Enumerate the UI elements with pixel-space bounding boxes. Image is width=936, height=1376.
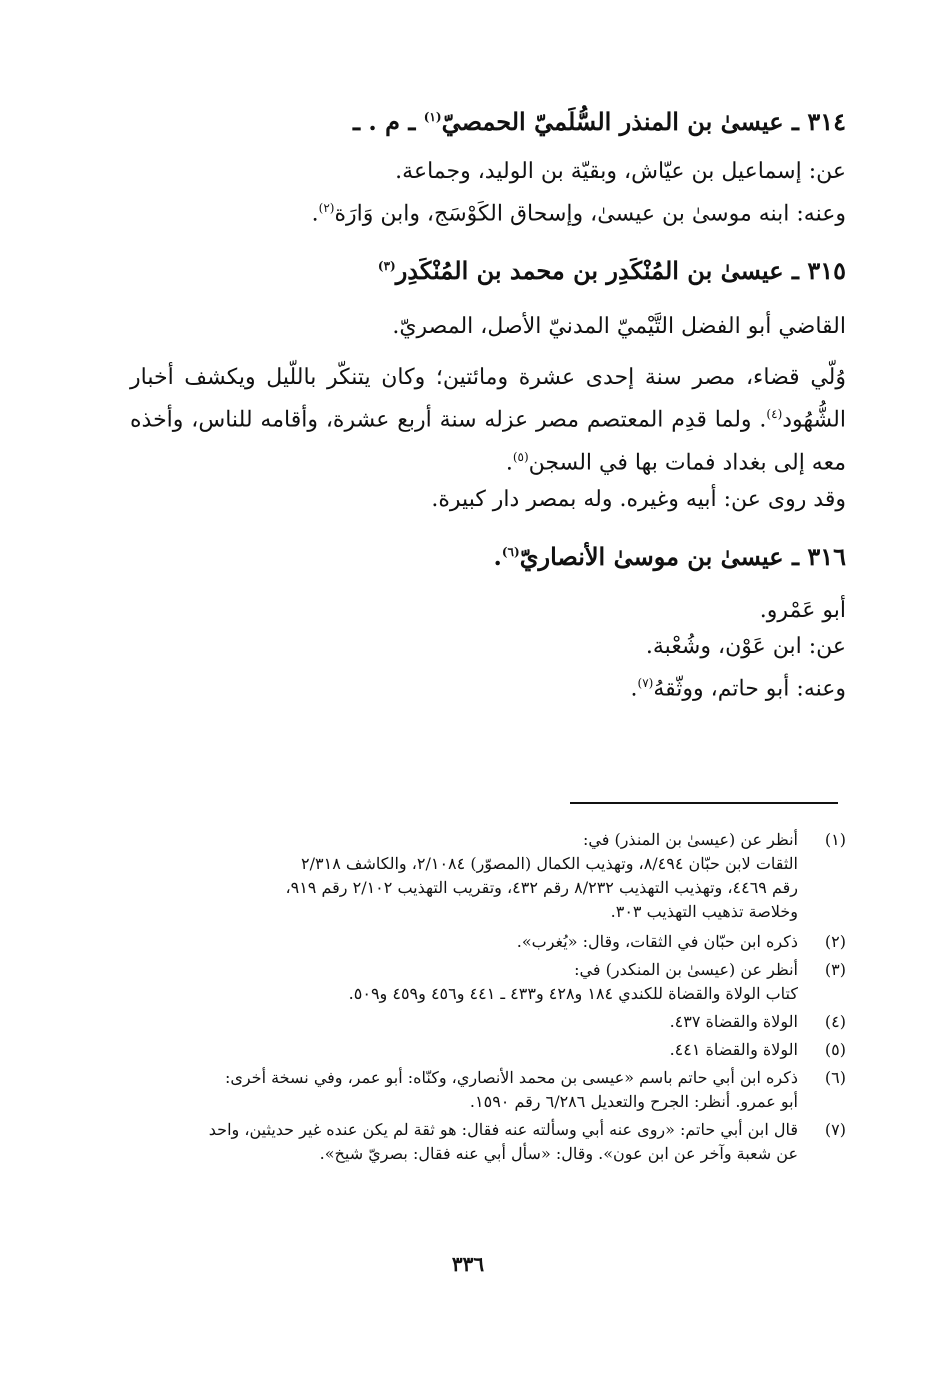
footnote-number: (٦) [824,1068,846,1087]
main-text [130,96,846,704]
footnotes [128,828,846,1166]
footnote: (٢) ذكره ابن حبّان في الثقات، وقال: «يُغرب». [128,930,846,954]
footnote: (١) أنظر عن (عيسىٰ بن المنذر) في: الثقات لابن حبّان ٨/٤٩٤، وتهذيب الكمال (المصوّر) ٢/١٠٨٤، والكاشف ٢/٣١٨ رقم ٤٤٦٩، وتهذيب التهذيب ٨/٢٣٢ رقم ٤٣٢، وتقريب التهذيب ٢/١٠٢ رقم ٩١٩، وخلاصة تذهيب التهذيب ٣٠٣. [128,828,846,924]
entry-316-line: عن: ابن عَوْن، وشُعْبة. [645,633,846,659]
footnote-number: (٤) [824,1012,846,1031]
entry-314-heading: ٣١٤ ـ عيسىٰ بن المنذر السُّلَميّ الحمصيّ$^{(١)}$ ـ م . ـ [353,107,846,136]
footnote-divider [570,802,838,804]
footnote-number: (١) [824,830,846,849]
footnote: (٣) أنظر عن (عيسىٰ بن المنكدر) في: كتاب الولاة والقضاة للكندي ١٨٤ و٤٢٨ و٤٣٣ ـ ٤٤١ و٤٥٦ و٤٥٩ و٥٠٩. [128,958,846,1006]
entry-315-paragraph: وُلّي قضاء، مصر سنة إحدى عشرة ومائتين؛ وكان يتنكّر باللّيل ويكشف أخبار الشُّهُود$^{(٤)}$. ولما قدِم المعتصم مصر عزله سنة أربع عشرة، وأقامه للناس، وأخذه معه إلى بغداد فمات بها في السجن$^{(٥)}$. [130,365,846,475]
entry-315-line: وقد روى عن: أبيه وغيره. وله بمصر دار كبيرة. [431,486,846,512]
footnote-ref[interactable]: (٧) [637,675,654,690]
entry-316-line: أبو عَمْرو. [759,597,846,623]
entry-314-line: وعنه: ابنه موسىٰ بن عيسىٰ، وإسحاق الكَوْسَج، وابن وَارَة$^{(٢)}$. [311,201,846,227]
entry-314-line: عن: إسماعيل بن عيّاش، وبقيّة بن الوليد، وجماعة. [395,159,846,184]
entry-315-heading: ٣١٥ ـ عيسىٰ بن المُنْكَدِر بن محمد بن المُنْكَدِر$^{(٣)}$ [377,256,846,286]
footnote-number: (٣) [824,960,846,979]
footnote-ref[interactable]: (٤) [766,407,783,422]
entry-315-line: القاضي أبو الفضل التَّيْميّ المدنيّ الأصل، المصريّ. [392,314,846,340]
footnote-number: (٥) [824,1040,846,1059]
footnote-ref[interactable]: (٥) [512,449,529,464]
footnote-ref[interactable]: (٣) [377,259,396,274]
footnote-number: (٢) [824,932,846,951]
footnote-ref[interactable]: (٢) [318,201,335,215]
footnote: (٧) قال ابن أبي حاتم: «روى عنه أبي وسألته عنه فقال: هو ثقة لم يكن عنده غير حديثين، واحد عن شعبة وآخر عن ابن عون». وقال: «سأل أبي عنه فقال: بصريّ شيخ». [128,1118,846,1166]
footnote: (٥) الولاة والقضاة ٤٤١. [128,1038,846,1062]
footnote: (٦) ذكره ابن أبي حاتم باسم «عيسى بن محمد الأنصاري، وكنّاه: أبو عمر، وفي نسخة أخرى: أبو عمرو. أنظر: الجرح والتعديل ٦/٢٨٦ رقم ١٥٩٠. [128,1066,846,1114]
page-number: ٣٣٦ [451,1252,485,1276]
footnote-ref[interactable]: (٦) [501,544,520,559]
footnote: (٤) الولاة والقضاة ٤٣٧. [128,1010,846,1034]
footnote-number: (٧) [824,1120,846,1139]
footnote-ref[interactable]: (١) [423,110,442,124]
entry-316-line: وعنه: أبو حاتم، ووثّقهُ$^{(٧)}$. [630,675,846,702]
entry-316-heading: ٣١٦ ـ عيسىٰ بن موسىٰ الأنصاريّ$^{(٦)}$. [493,541,846,571]
